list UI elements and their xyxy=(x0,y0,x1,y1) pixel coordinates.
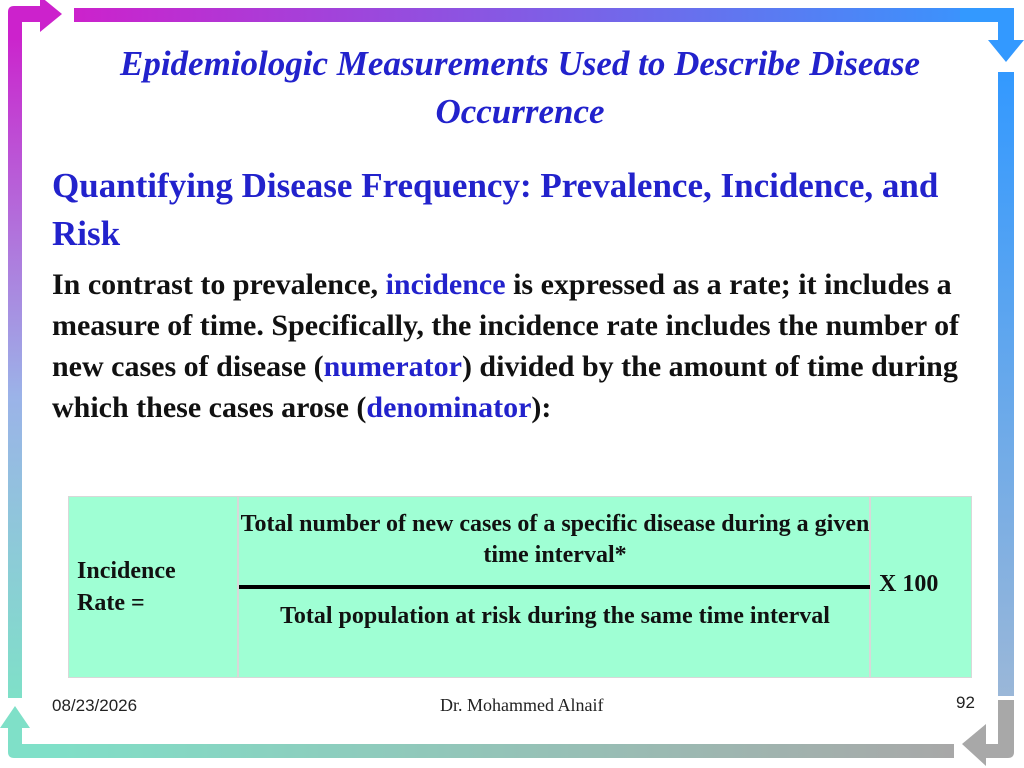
paragraph-text: is expressed as a rate; it includes a measure of time. Specifically, the incidence rate includes the number of new cases of disease ( xyxy=(52,268,960,383)
section-heading: Quantifying Disease Frequency: Prevalence, Incidence, and Risk xyxy=(52,166,939,253)
paragraph-text: ) divided by the amount of time during which these cases arose ( xyxy=(52,350,958,424)
formula-numerator: Total number of new cases of a specific disease during a given time interval* xyxy=(240,511,870,568)
paragraph-text: In contrast to prevalence, xyxy=(52,268,386,301)
formula-multiplier-cell xyxy=(870,496,972,678)
corner-arrow-bottom-left-icon xyxy=(0,706,60,758)
keyword-incidence: incidence xyxy=(385,268,506,301)
formula-denominator: Total population at risk during the same time interval xyxy=(280,603,830,629)
footer-date: 08/23/2026 xyxy=(52,696,138,715)
formula-fraction-cell xyxy=(238,496,870,678)
keyword-denominator: denominator xyxy=(366,391,532,424)
corner-arrow-top-right-icon xyxy=(960,8,1024,62)
paragraph-text: ): xyxy=(531,391,552,424)
formula-label: Incidence Rate = xyxy=(77,558,176,616)
formula-multiplier: X 100 xyxy=(879,571,939,597)
body-paragraph xyxy=(52,264,972,428)
fraction-divider-line xyxy=(239,585,873,589)
footer-author: Dr. Mohammed Alnaif xyxy=(440,695,604,715)
slide-title: Epidemiologic Measurements Used to Describe Disease Occurrence xyxy=(119,44,921,131)
keyword-numerator: numerator xyxy=(323,350,462,383)
footer-page-number: 92 xyxy=(956,693,975,712)
formula-label-cell xyxy=(68,496,238,678)
corner-arrow-top-left-icon xyxy=(8,0,62,40)
